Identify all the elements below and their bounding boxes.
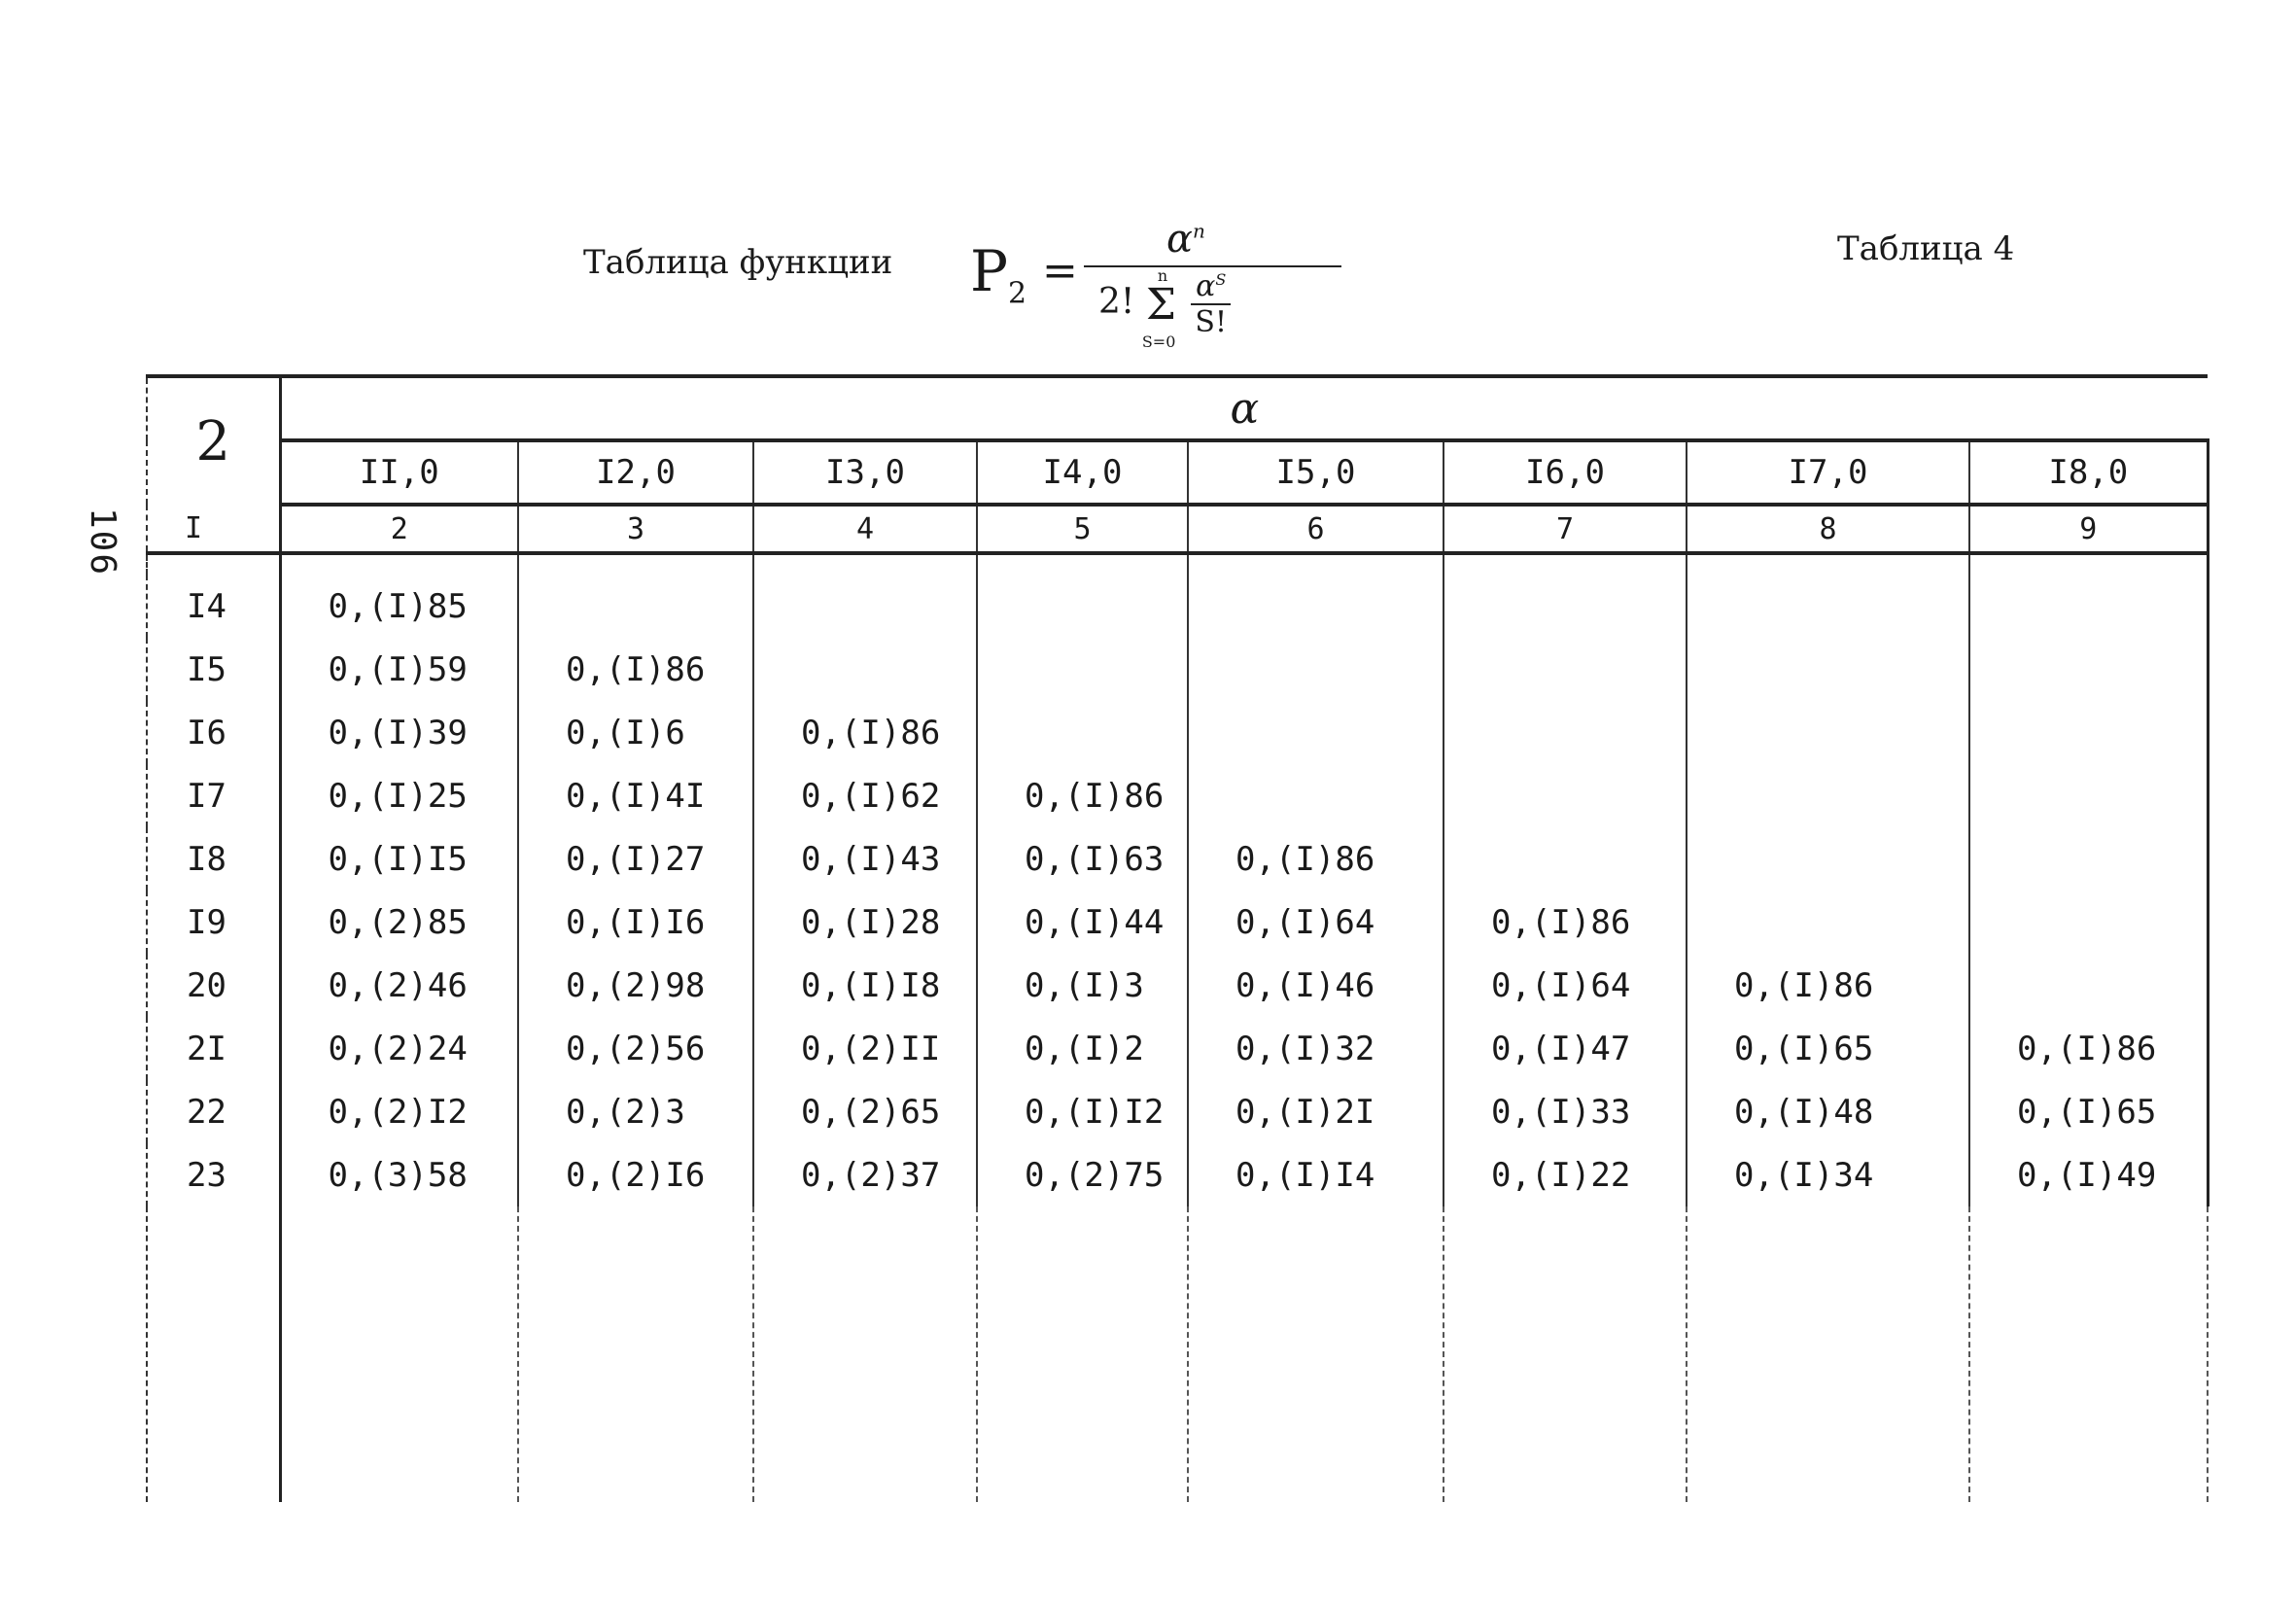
table-cell: 0,(I)2 [977,1017,1188,1080]
table-cell [1188,638,1444,701]
table-cell: 0,(I)64 [1444,954,1687,1017]
column-number-4: 4 [753,505,977,553]
table-cell [1444,764,1687,827]
table-cell: 0,(I)2I [1188,1080,1444,1143]
table-cell: 0,(I)86 [518,638,753,701]
table-cell: 0,(2)I6 [518,1143,753,1206]
row-label: I9 [147,891,280,954]
table-cell [1687,891,1969,954]
empty-cell [977,1206,1188,1502]
empty-cell [1444,1206,1687,1502]
page-number: 106 [83,507,122,577]
table-cell: 0,(I)65 [1687,1017,1969,1080]
row-label: I5 [147,638,280,701]
table-cell: 0,(I)I4 [1188,1143,1444,1206]
table-cell: 0,(2)I2 [280,1080,518,1143]
table-cell [1188,764,1444,827]
table-cell: 0,(I)86 [1444,891,1687,954]
table-cell: 0,(I)86 [1969,1017,2208,1080]
empty-cell [1969,1206,2208,1502]
column-number-7: 7 [1444,505,1687,553]
spacer-row [147,553,2208,575]
table-cell: 0,(I)39 [280,701,518,764]
table-cell: 0,(I)46 [1188,954,1444,1017]
table-cell [1687,764,1969,827]
spacer-cell [1687,553,1969,575]
row-label: I4 [147,575,280,638]
table-cell: 0,(I)44 [977,891,1188,954]
table-cell [1969,575,2208,638]
table-cell: 0,(I)65 [1969,1080,2208,1143]
empty-cell [147,1206,280,1502]
table-cell: 0,(I)I2 [977,1080,1188,1143]
table-cell [977,701,1188,764]
spacer-cell [1444,553,1687,575]
table-cell [1969,701,2208,764]
empty-cell [753,1206,977,1502]
table-cell [518,575,753,638]
empty-cell [518,1206,753,1502]
table-cell [1687,575,1969,638]
alpha-header: α [280,376,2208,440]
table-cell: 0,(I)4I [518,764,753,827]
table-cell: 0,(I)47 [1444,1017,1687,1080]
formula-fraction-bar [1084,265,1341,267]
alpha-value-5: I5,0 [1188,440,1444,505]
column-number-6: 6 [1188,505,1444,553]
table-cell: 0,(I)59 [280,638,518,701]
table-cell: 0,(2)56 [518,1017,753,1080]
table-cell: 0,(I)48 [1687,1080,1969,1143]
spacer-cell [977,553,1188,575]
table-cell [1969,827,2208,891]
table-row [147,1143,2208,1206]
table-cell [1444,827,1687,891]
table-cell: 0,(2)85 [280,891,518,954]
table-row [147,954,2208,1017]
column-number-8: 8 [1687,505,1969,553]
column-number-row [147,505,2208,553]
table-row [147,891,2208,954]
table-cell: 0,(I)63 [977,827,1188,891]
formula-inner-fraction: $\frac{\alpha^S}{S!}$ [1191,269,1231,339]
spacer-cell [518,553,753,575]
column-number-9: 9 [1969,505,2208,553]
table-cell [1687,827,1969,891]
table-cell: 0,(I)I8 [753,954,977,1017]
column-number-2: 2 [280,505,518,553]
column-number-3: 3 [518,505,753,553]
row-label: I6 [147,701,280,764]
table-cell: 0,(I)6 [518,701,753,764]
empty-cell [280,1206,518,1502]
formula-lhs: $P_2$ [970,238,1027,311]
alpha-value-1: II,0 [280,440,518,505]
alpha-value-2: I2,0 [518,440,753,505]
table-cell [1188,575,1444,638]
table-cell [1969,764,2208,827]
formula-numerator: $\alpha^n$ [1166,217,1205,262]
table-cell [1188,701,1444,764]
empty-area-row [147,1206,2208,1502]
table-cell [1687,638,1969,701]
table-cell [1687,701,1969,764]
table-cell: 0,(I)25 [280,764,518,827]
table-row [147,764,2208,827]
table-cell: 0,(2)98 [518,954,753,1017]
table-row [147,827,2208,891]
table-cell: 0,(3)58 [280,1143,518,1206]
empty-cell [1687,1206,1969,1502]
table-cell: 0,(I)3 [977,954,1188,1017]
table-cell: 0,(2)24 [280,1017,518,1080]
table-cell [1969,638,2208,701]
table-cell: 0,(I)27 [518,827,753,891]
table-row [147,701,2208,764]
table-cell: 0,(I)64 [1188,891,1444,954]
formula [962,209,1371,351]
table-cell [1969,891,2208,954]
row-label: I7 [147,764,280,827]
row-label: 23 [147,1143,280,1206]
table-cell: 0,(2)46 [280,954,518,1017]
table-cell [753,575,977,638]
table-cell: 0,(I)28 [753,891,977,954]
table-number-label: Таблица 4 [1837,229,2015,268]
row-label: 20 [147,954,280,1017]
table-row [147,575,2208,638]
function-table [146,374,2209,1502]
page-number-container [68,253,122,577]
table-cell [1444,575,1687,638]
table-cell: 0,(I)86 [1188,827,1444,891]
table-cell: 0,(I)32 [1188,1017,1444,1080]
table-cell [977,575,1188,638]
alpha-value-7: I7,0 [1687,440,1969,505]
table-cell: 0,(I)62 [753,764,977,827]
table-cell: 0,(2)II [753,1017,977,1080]
table-cell: 0,(2)3 [518,1080,753,1143]
table-cell: 0,(I)22 [1444,1143,1687,1206]
spacer-cell [1969,553,2208,575]
table-cell: 0,(I)33 [1444,1080,1687,1143]
spacer-cell [280,553,518,575]
table-cell: 0,(I)I5 [280,827,518,891]
table-cell [753,638,977,701]
table-cell: 0,(I)85 [280,575,518,638]
table-cell: 0,(2)65 [753,1080,977,1143]
table-cell [1444,638,1687,701]
alpha-value-3: I3,0 [753,440,977,505]
alpha-value-4: I4,0 [977,440,1188,505]
table-row [147,1080,2208,1143]
table-cell: 0,(I)49 [1969,1143,2208,1206]
empty-cell [1188,1206,1444,1502]
spacer-cell [753,553,977,575]
table-row [147,638,2208,701]
row-header-r: 2 [147,376,280,505]
table-cell: 0,(I)86 [1687,954,1969,1017]
formula-equals: = [1042,246,1078,296]
alpha-value-6: I6,0 [1444,440,1687,505]
row-label: I8 [147,827,280,891]
table-cell: 0,(2)37 [753,1143,977,1206]
formula-denominator: 2! Σ n S=0 $\frac{\alpha^S}{S!}$ [1098,269,1231,339]
row-label: 2I [147,1017,280,1080]
alpha-value-8: I8,0 [1969,440,2208,505]
table-row [147,1017,2208,1080]
alpha-header-row [147,376,2208,440]
spacer-cell [147,553,280,575]
column-number-5: 5 [977,505,1188,553]
table-cell [977,638,1188,701]
table-cell [1444,701,1687,764]
table-cell: 0,(I)I6 [518,891,753,954]
formula-sigma: Σ n S=0 [1141,265,1176,351]
alpha-values-row [147,440,2208,505]
table-cell: 0,(2)75 [977,1143,1188,1206]
column-number-1: I [147,505,280,553]
table-cell: 0,(I)86 [977,764,1188,827]
table-cell: 0,(I)86 [753,701,977,764]
table-cell [1969,954,2208,1017]
table-cell: 0,(I)34 [1687,1143,1969,1206]
spacer-cell [1188,553,1444,575]
table-cell: 0,(I)43 [753,827,977,891]
table-caption: Таблица функции [583,243,893,282]
row-label: 22 [147,1080,280,1143]
